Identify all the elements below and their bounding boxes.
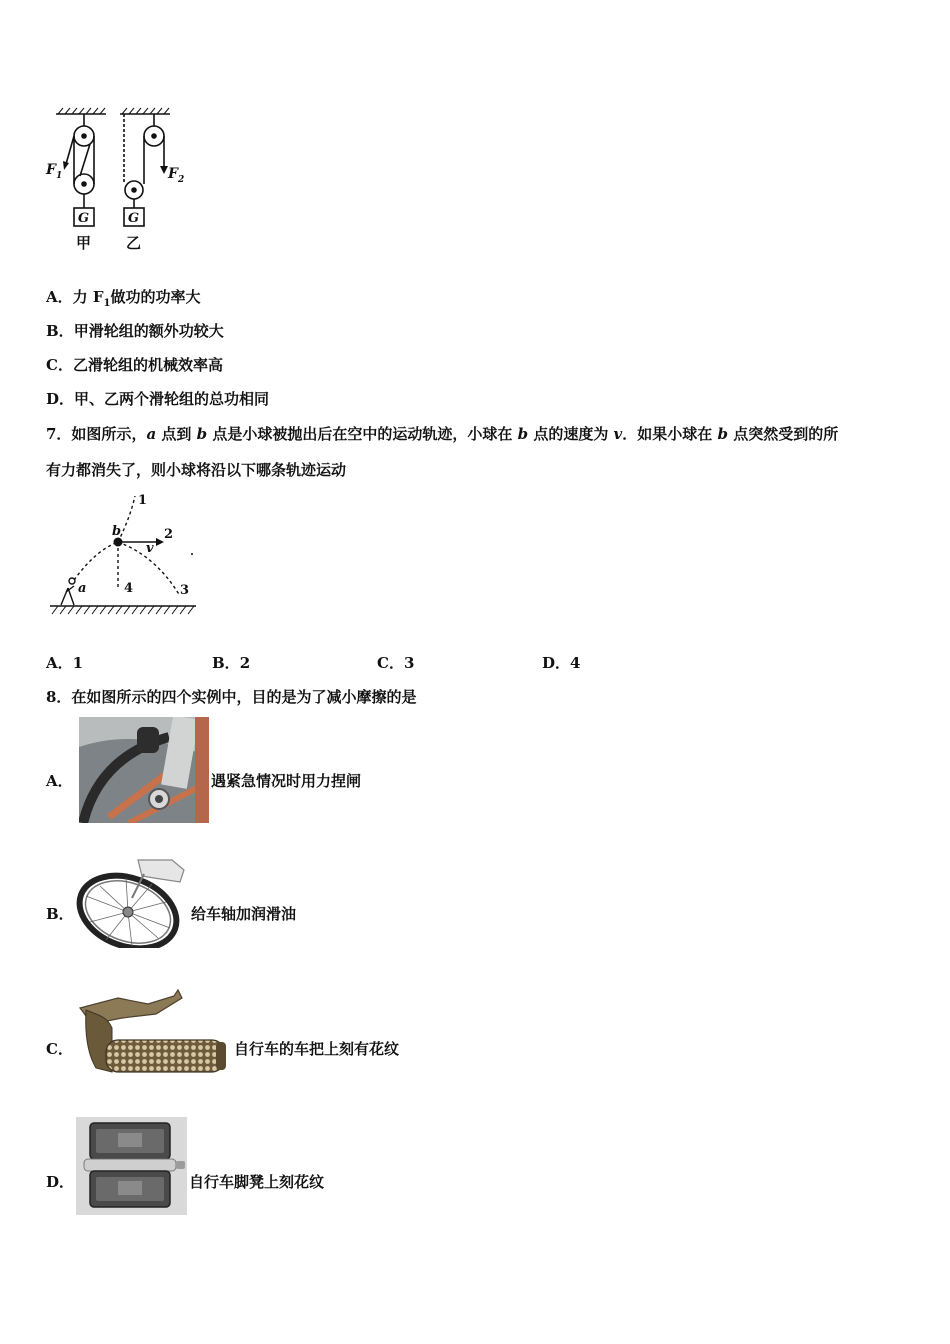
velocity-label: v [146, 541, 154, 556]
wheel-oil-photo [76, 856, 188, 948]
q6-option-d[interactable] [46, 388, 269, 409]
path-3-label: 3 [180, 583, 190, 598]
path-4-label: 4 [124, 581, 134, 596]
option-letter: B． [46, 322, 74, 340]
option-letter: C． [46, 356, 73, 374]
caption-yi: 乙 [126, 234, 142, 252]
path-1-label: 1 [138, 493, 148, 508]
subscript: 1 [103, 298, 111, 309]
q7-stem-line2: 有力都消失了，则小球将沿以下哪条轨迹运动 [46, 461, 347, 479]
f2-label: $F_2$ [168, 166, 185, 185]
q6-option-b[interactable] [46, 320, 224, 341]
q8-option-b-letter[interactable]: B． [46, 905, 74, 923]
q8-option-c-text: 自行车的车把上刻有花纹 [234, 1040, 400, 1058]
option-text: 乙滑轮组的机械效率高 [72, 356, 223, 374]
f1-label: $F_1$ [46, 162, 63, 181]
q6-option-c[interactable] [46, 354, 223, 375]
pedal-photo [76, 1117, 187, 1215]
q8-option-d-letter[interactable]: D． [46, 1173, 75, 1191]
q8-option-a-text: 遇紧急情况时用力捏闸 [211, 772, 362, 790]
q7-option-c[interactable]: C．3 [377, 654, 415, 672]
option-text: 甲滑轮组的额外功较大 [73, 322, 224, 340]
q7-option-b[interactable]: B．2 [212, 654, 251, 672]
point-a-label: a [78, 581, 87, 596]
q8-option-a-letter[interactable]: A． [46, 772, 73, 790]
option-text: 甲、乙两个滑轮组的总功相同 [74, 390, 270, 408]
q7-option-d[interactable]: D．4 [542, 654, 581, 672]
option-letter: A． [46, 288, 73, 306]
q7-option-a[interactable]: A．1 [46, 654, 84, 672]
weight-g-right: G [128, 211, 140, 226]
q8-stem: 8．在如图所示的四个实例中，目的是为了减小摩擦的是 [46, 688, 417, 706]
option-letter: D． [46, 390, 75, 408]
q8-option-c-letter[interactable]: C． [46, 1040, 73, 1058]
option-text: 做功的功率大 [110, 288, 201, 306]
brake-photo [79, 717, 209, 823]
pulley-diagram [40, 106, 200, 256]
path-2-label: 2 [164, 527, 174, 542]
q8-option-b-text: 给车轴加润滑油 [191, 905, 297, 923]
point-b-label: b [112, 524, 122, 539]
q7-stem-line1: 7．如图所示，a 点到 b 点是小球被抛出后在空中的运动轨迹，小球在 b 点的速度为 v．如果小球在 b 点突然受到的所 [46, 425, 839, 443]
option-text: 力 F [72, 288, 104, 306]
q6-option-a[interactable] [46, 286, 201, 309]
trajectory-diagram [46, 488, 206, 618]
handlebar-grip-photo [78, 988, 228, 1080]
weight-g-left: G [78, 211, 90, 226]
caption-jia: 甲 [76, 234, 92, 252]
q8-option-d-text: 自行车脚凳上刻花纹 [189, 1173, 325, 1191]
